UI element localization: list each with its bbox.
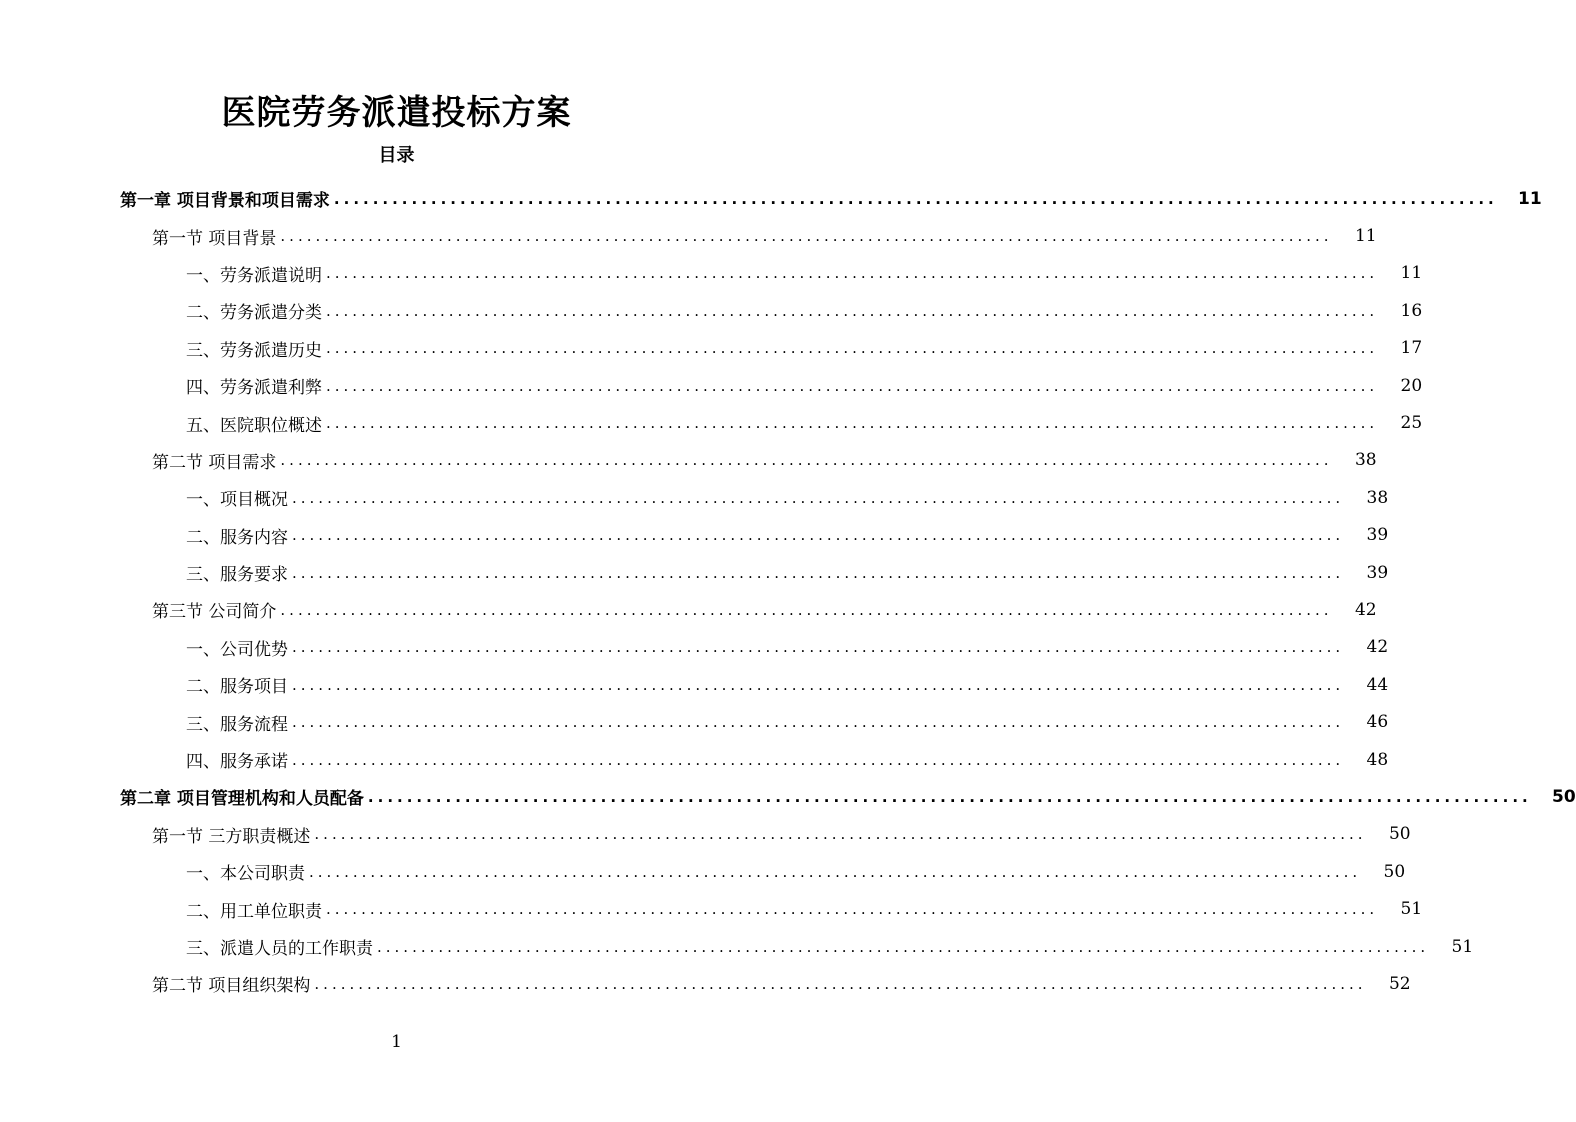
toc-entry-page-number: 17 — [1400, 338, 1423, 359]
toc-entry[interactable] — [120, 778, 1576, 815]
toc-entry-page-number: 39 — [1366, 525, 1389, 546]
toc-entry-page-number: 51 — [1451, 936, 1474, 957]
toc-entry-page-number: 51 — [1400, 899, 1423, 920]
toc-entry[interactable] — [186, 330, 1423, 367]
toc-entry-title: 第二节 项目需求 — [152, 452, 277, 473]
document-title: 医院劳务派遣投标方案 — [221, 93, 572, 133]
toc-entry[interactable] — [186, 666, 1389, 703]
toc-entry-page-number: 11 — [1400, 263, 1423, 284]
toc-entry-title: 二、劳务派遣分类 — [186, 303, 322, 324]
toc-entry-page-number: 44 — [1366, 674, 1389, 695]
toc-entry[interactable] — [152, 591, 1377, 628]
toc-entry-page-number: 42 — [1354, 599, 1377, 620]
toc-entry-title: 五、医院职位概述 — [186, 415, 322, 436]
toc-dot-leader: ........................................................................................................................ — [314, 825, 1367, 844]
toc-dot-leader: ........................................................................................................................ — [292, 488, 1345, 507]
toc-dot-leader: ........................................................................................................................ — [326, 301, 1379, 320]
toc-entry[interactable] — [186, 292, 1423, 329]
toc-entry-title: 一、本公司职责 — [186, 864, 305, 885]
toc-entry-page-number: 52 — [1388, 973, 1411, 994]
toc-entry-title: 第一章 项目背景和项目需求 — [120, 191, 330, 212]
toc-dot-leader: ........................................................................................................................ — [292, 713, 1345, 732]
toc-dot-leader: ........................................................................................................................ — [292, 526, 1345, 545]
toc-dot-leader: ........................................................................................................................ — [314, 974, 1367, 993]
toc-dot-leader: ........................................................................................................................ — [292, 563, 1345, 582]
toc-entry-title: 二、用工单位职责 — [186, 901, 322, 922]
toc-entry[interactable] — [186, 517, 1389, 554]
toc-entry[interactable] — [186, 554, 1389, 591]
toc-entry[interactable] — [186, 928, 1474, 965]
toc-entry[interactable] — [186, 629, 1389, 666]
toc-entry-page-number: 46 — [1366, 712, 1389, 733]
toc-entry-page-number: 38 — [1354, 450, 1377, 471]
toc-dot-leader: ........................................................................................................................ — [367, 787, 1532, 806]
toc-entry[interactable] — [186, 853, 1406, 890]
toc-entry-title: 四、劳务派遣利弊 — [186, 378, 322, 399]
page-number: 1 — [391, 1032, 402, 1052]
toc-dot-leader: ........................................................................................................................ — [280, 600, 1333, 619]
toc-entry-page-number: 39 — [1366, 562, 1389, 583]
toc-dot-leader: ........................................................................................................................ — [326, 376, 1379, 395]
toc-entry[interactable] — [152, 442, 1377, 479]
toc-entry-title: 第一节 项目背景 — [152, 228, 277, 249]
table-of-contents — [0, 180, 1576, 1003]
toc-dot-leader: ........................................................................................................................ — [280, 227, 1333, 246]
toc-entry-title: 二、服务项目 — [186, 677, 288, 698]
toc-entry-title: 三、派遣人员的工作职责 — [186, 939, 373, 959]
toc-dot-leader: ........................................................................................................................ — [292, 750, 1345, 769]
toc-entry[interactable] — [186, 741, 1389, 778]
toc-entry-title: 第一节 三方职责概述 — [152, 826, 311, 847]
toc-entry-page-number: 11 — [1518, 188, 1542, 209]
toc-entry[interactable] — [186, 367, 1423, 404]
toc-entry-title: 二、服务内容 — [186, 527, 288, 548]
toc-dot-leader: ........................................................................................................................ — [326, 414, 1379, 433]
toc-entry-title: 三、服务要求 — [186, 565, 288, 586]
toc-entry-page-number: 48 — [1366, 749, 1389, 770]
toc-heading: 目录 — [378, 145, 415, 166]
toc-entry-page-number: 25 — [1400, 413, 1423, 434]
toc-entry-title: 第二章 项目管理机构和人员配备 — [120, 789, 364, 810]
toc-entry-page-number: 50 — [1383, 861, 1406, 882]
toc-entry-page-number: 16 — [1400, 300, 1423, 321]
toc-entry-page-number: 50 — [1388, 824, 1411, 845]
toc-entry-page-number: 20 — [1400, 375, 1423, 396]
toc-entry[interactable] — [186, 255, 1423, 292]
toc-entry[interactable] — [186, 890, 1423, 927]
toc-dot-leader: ........................................................................................................................ — [326, 264, 1379, 283]
toc-entry[interactable] — [152, 217, 1377, 254]
toc-entry-page-number: 42 — [1366, 637, 1389, 658]
toc-entry-title: 一、项目概况 — [186, 490, 288, 511]
toc-dot-leader: ........................................................................................................................ — [333, 189, 1498, 208]
toc-entry-title: 第二节 项目组织架构 — [152, 976, 311, 997]
toc-entry-title: 第三节 公司简介 — [152, 602, 277, 623]
toc-dot-leader: ........................................................................................................................ — [292, 675, 1345, 694]
toc-entry-page-number: 38 — [1366, 487, 1389, 508]
toc-dot-leader: ........................................................................................................................ — [280, 451, 1333, 470]
toc-dot-leader: ........................................................................................................................ — [326, 900, 1379, 919]
toc-entry-title: 四、服务承诺 — [186, 752, 288, 773]
toc-entry[interactable] — [186, 479, 1389, 516]
toc-entry-title: 一、劳务派遣说明 — [186, 265, 322, 286]
toc-entry[interactable] — [186, 404, 1423, 441]
toc-entry-title: 一、公司优势 — [186, 639, 288, 660]
toc-entry-page-number: 11 — [1354, 226, 1377, 247]
toc-entry-title: 三、劳务派遣历史 — [186, 340, 322, 361]
toc-entry[interactable] — [120, 180, 1542, 217]
toc-entry-page-number: 50 — [1552, 786, 1576, 807]
toc-entry[interactable] — [152, 965, 1411, 1002]
toc-dot-leader: ........................................................................................................................ — [377, 937, 1430, 956]
toc-dot-leader: ........................................................................................................................ — [292, 638, 1345, 657]
toc-entry[interactable] — [152, 816, 1411, 853]
toc-dot-leader: ........................................................................................................................ — [326, 339, 1379, 358]
toc-dot-leader: ........................................................................................................................ — [309, 862, 1362, 881]
toc-entry-title: 三、服务流程 — [186, 714, 288, 735]
toc-entry[interactable] — [186, 703, 1389, 740]
